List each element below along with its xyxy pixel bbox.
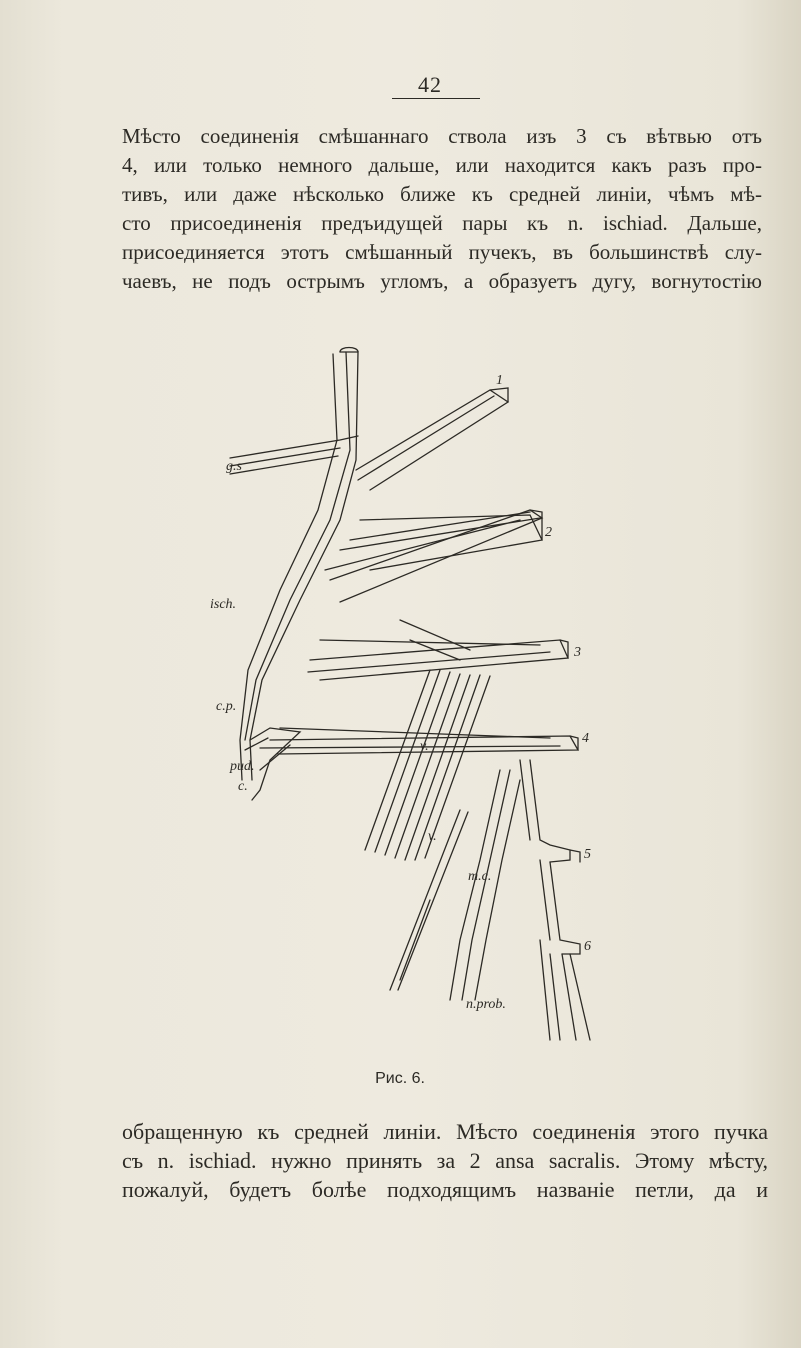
descending-nerve-b [550,954,590,1040]
label-3: 3 [574,645,581,660]
pudendal-nerve [250,728,300,800]
paragraph-bottom [122,1117,768,1204]
sacral-branch-2 [330,510,542,602]
label-mc: m.c. [468,869,492,884]
paragraph-top [122,122,762,296]
text-line: съ n. ischiad. нужно принять за 2 ansa sacralis. Этому мѣсту, [122,1148,768,1173]
label-pud: pud. [230,759,255,774]
page-number-rule [392,98,480,99]
text-line: обращенную къ средней линіи. Мѣсто соединенія этого пучка [122,1119,768,1144]
label-2: 2 [545,525,552,540]
plexus-drawing [190,340,630,1060]
figure-caption: Рис. 6. [375,1070,425,1087]
label-4: 4 [582,731,589,746]
text-line: сто присоединенія предъидущей пары къ n. ischiad. Дальше, [122,211,762,235]
label-isch: isch. [210,597,237,612]
label-v-upper: v. [420,739,429,754]
label-1: 1 [496,373,503,388]
label-gs: g.s [226,459,242,474]
text-line: пожалуй, будетъ болѣе подходящимъ названіе петли, да и [122,1177,768,1202]
text-line: присоединяется этотъ смѣшанный пучекъ, въ большинствѣ слу- [122,240,762,264]
label-v-lower: v. [428,829,437,844]
label-5: 5 [584,847,591,862]
label-cp: c.p. [216,699,237,714]
coccygeal-fibers [365,670,470,860]
label-nprob: n.prob. [466,997,506,1012]
descending-nerve-a [450,770,500,1000]
sacral-branch-1 [356,390,508,490]
page-number: 42 [418,72,442,97]
label-c: c. [238,779,248,794]
text-line: Мѣсто соединенія смѣшаннаго ствола изъ 3 съ вѣтвью отъ [122,124,762,148]
sacral-branch-6 [550,862,580,954]
text-line: чаевъ, не подъ острымъ угломъ, а образуетъ дугу, вогнутостію [122,269,762,293]
text-line: 4, или только немного дальше, или находится какъ разъ про- [122,153,762,177]
sacral-branch-5 [530,760,570,862]
label-6: 6 [584,939,591,954]
text-line: тивъ, или даже нѣсколько ближе къ средней линіи, чѣмъ мѣ- [122,182,762,206]
figure-nerve-plexus [190,340,630,1060]
gluteal-superior-nerve [230,436,358,458]
